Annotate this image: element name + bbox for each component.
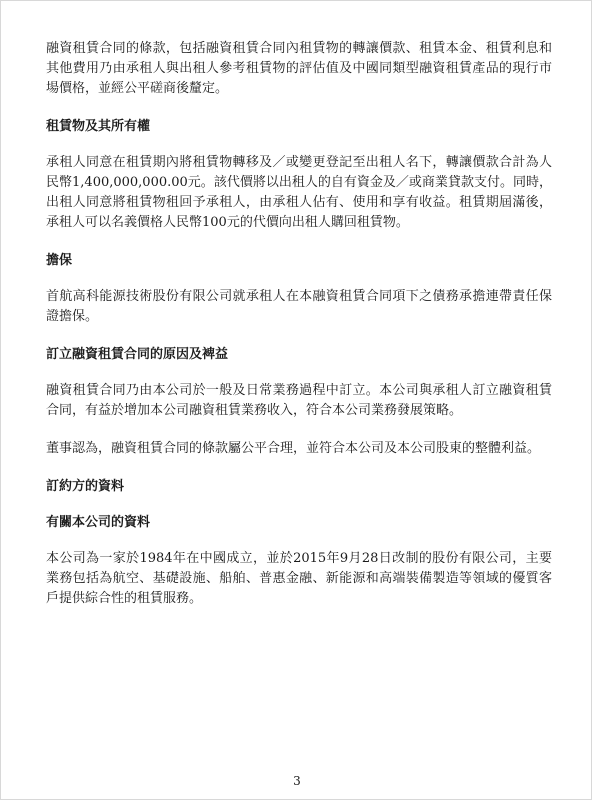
document-body <box>46 39 552 609</box>
paragraph-guarantee: 首航高科能源技術股份有限公司就承租人在本融資租賃合同項下之債務承擔連帶責任保證擔保。 <box>46 289 552 324</box>
paragraph-leased-assets-ownership: 承租人同意在租賃期內將租賃物轉移及／或變更登記至出租人名下，轉讓價款合計為人民幣1,400,000,000.00元。該代價將以出租人的自有資金及／或商業貸款支付。同時，出租人同意將租賃物租回予承租人，由承租人佔有、使用和享有收益。租賃期屆滿後，承租人可以名義價格人民幣100元的代價向出租人購回租賃物。 <box>46 155 552 230</box>
heading-reasons-benefits: 訂立融資租賃合同的原因及裨益 <box>46 347 229 362</box>
page-number: 3 <box>293 774 301 788</box>
paragraph-reasons-benefits: 融資租賃合同乃由本公司於一般及日常業務過程中訂立。本公司與承租人訂立融資租賃合同，有益於增加本公司融資租賃業務收入，符合本公司業務發展策略。 <box>46 383 552 418</box>
heading-parties-information: 訂約方的資料 <box>46 479 125 494</box>
heading-leased-assets-ownership: 租賃物及其所有權 <box>46 119 151 134</box>
paragraph-directors-view: 董事認為，融資租賃合同的條款屬公平合理，並符合本公司及本公司股東的整體利益。 <box>46 441 541 456</box>
heading-company-information: 有關本公司的資料 <box>46 515 151 530</box>
paragraph-company-information: 本公司為一家於1984年在中國成立，並於2015年9月28日改制的股份有限公司，主要業務包括為航空、基礎設施、船舶、普惠金融、新能源和高端裝備製造等領域的優質客戶提供綜合性的租賃服務。 <box>46 551 552 606</box>
heading-guarantee: 擔保 <box>46 253 73 268</box>
paragraph-lease-terms: 融資租賃合同的條款，包括融資租賃合同內租賃物的轉讓價款、租賃本金、租賃利息和其他費用乃由承租人與出租人參考租賃物的評估值及中國同類型融資租賃產品的現行市場價格，並經公平磋商後釐定。 <box>46 41 552 96</box>
